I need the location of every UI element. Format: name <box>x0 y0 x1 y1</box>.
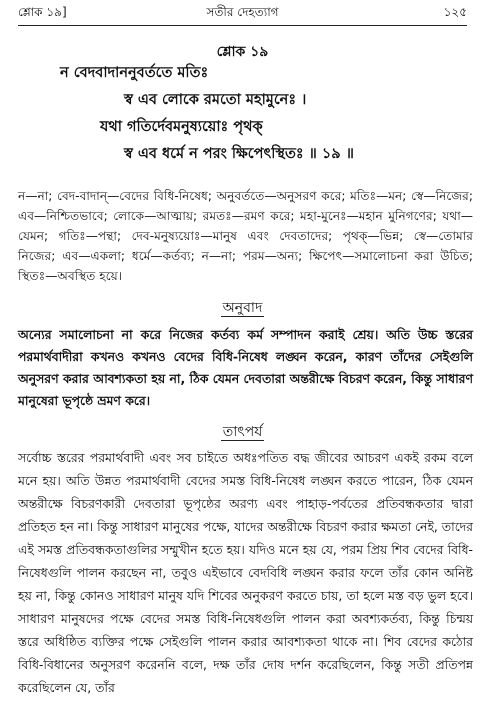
purport-heading-text: তাৎপর্য <box>222 424 263 440</box>
translation-heading <box>0 296 485 320</box>
synonyms-text: ন—না; বেদ-বাদান্—বেদের বিধি-নিষেধ; অনুবর্ততে—অনুসরণ করে; মতিঃ—মন; স্বে—নিজের; এব—নিশ্চিতভাবে; লোকে—আত্মায়; রমতঃ—রমণ করে; মহা-মুনেঃ—মহান মুনিগণের; যথা—যেমন; গতিঃ—পন্থা; দেব-মনুষ্যয়োঃ—মানুষ এবং দেবতাদের; পৃথক্—ভিন্ন; স্বে—তোমার নিজের; এব—একলা; ধর্মে—কর্তব্য; ন—না; পরম—অন্য; ক্ষিপেৎ—সমালোচনা করা উচিত; স্থিতঃ—অবস্থিত হয়ে। <box>18 189 473 283</box>
header-chapter-title: সতীর দেহত্যাগ <box>206 5 279 19</box>
page-number: ১২৫ <box>443 5 467 19</box>
verse-number-title: শ্লোক ১৯ <box>216 44 269 60</box>
purport-text: সর্বোচ্চ স্তরের পরমার্থবাদী এবং সব চাইতে অধঃপতিত বদ্ধ জীবের আচরণ একই রকম বলে মনে হয়। অতি উন্নত পরমার্থবাদী বেদের সমস্ত বিধি-নিষেধ লঙ্ঘন করতে পারেন, ঠিক যেমন অন্তরীক্ষে বিচরণকারী দেবতারা ভূপৃষ্ঠের অরণ্য এবং পাহাড়-পর্বতের প্রতিবন্ধকতার দ্বারা প্রতিহত হন না। কিন্তু সাধারণ মানুষের পক্ষে, যাদের অন্তরীক্ষে বিচরণ করার ক্ষমতা নেই, তাদের এই সমস্ত প্রতিবন্ধকতাগুলির সম্মুখীন হতে হয়। যদিও মনে হয় যে, পরম প্রিয় শিব বেদের বিধি-নিষেধগুলি পালন করছেন না, তবুও এইভাবে বেদবিধি লঙ্ঘন করার ফলে তাঁর কোন অনিষ্ট হয় না, কিন্তু কোনও সাধারণ মানুষ যদি শিবের অনুকরণ করতে চায়, তা হলে মস্ত বড় ভুল হবে। সাধারণ মানুষদের পক্ষে বেদের সমস্ত বিধি-নিষেধগুলি পালন করা অবশ্যকর্তব্য, কিন্তু চিন্ময় স্তরে অধিষ্ঠিত ব্যক্তির পক্ষে সেইগুলি পালন করার আবশ্যকতা থাকে না। শিব বেদের কঠোর বিধি-বিধানের অনুসরণ করেননি বলে, দক্ষ তাঁর দোষ দর্শন করেছিলেন, কিন্তু সতী প্রতিপন্ন করেছিলেন যে, তাঁর <box>18 450 473 695</box>
translation-text: অন্যের সমালোচনা না করে নিজের কর্তব্য কর্ম সম্পাদন করাই শ্রেয়। অতি উচ্চ স্তরের পরমার্থবাদীরা কখনও কখনও বেদের বিধি-নিষেধ লঙ্ঘন করেন, কারণ তাঁদের সেইগুলি অনুসরণ করার আবশ্যকতা হয় না, ঠিক যেমন দেবতারা অন্তরীক্ষে বিচরণ করেন, কিন্তু সাধারণ মানুষেরা ভূপৃষ্ঠে ভ্রমণ করে। <box>18 327 473 408</box>
verse-line-3: যথা গতির্দেবমনুষ্যয়োঃ পৃথক্ <box>100 119 263 135</box>
header-divider <box>18 25 467 26</box>
verse-line-1: ন বেদবাদাননুবর্ততে মতিঃ <box>60 65 209 81</box>
verse-line-2: স্ব এব লোকে রমতো মহামুনেঃ । <box>124 92 307 108</box>
translation-block <box>18 324 473 412</box>
translation-heading-text: অনুবাদ <box>222 300 263 316</box>
word-synonyms <box>18 186 473 286</box>
running-header <box>18 4 467 24</box>
purport-heading <box>0 420 485 444</box>
header-verse-ref: শ্লোক ১৯] <box>18 5 67 19</box>
verse-line-4: স্ব এব ধর্মে ন পরং ক্ষিপেৎস্থিতঃ ॥ ১৯ ॥ <box>124 146 354 162</box>
purport-block <box>18 446 473 699</box>
